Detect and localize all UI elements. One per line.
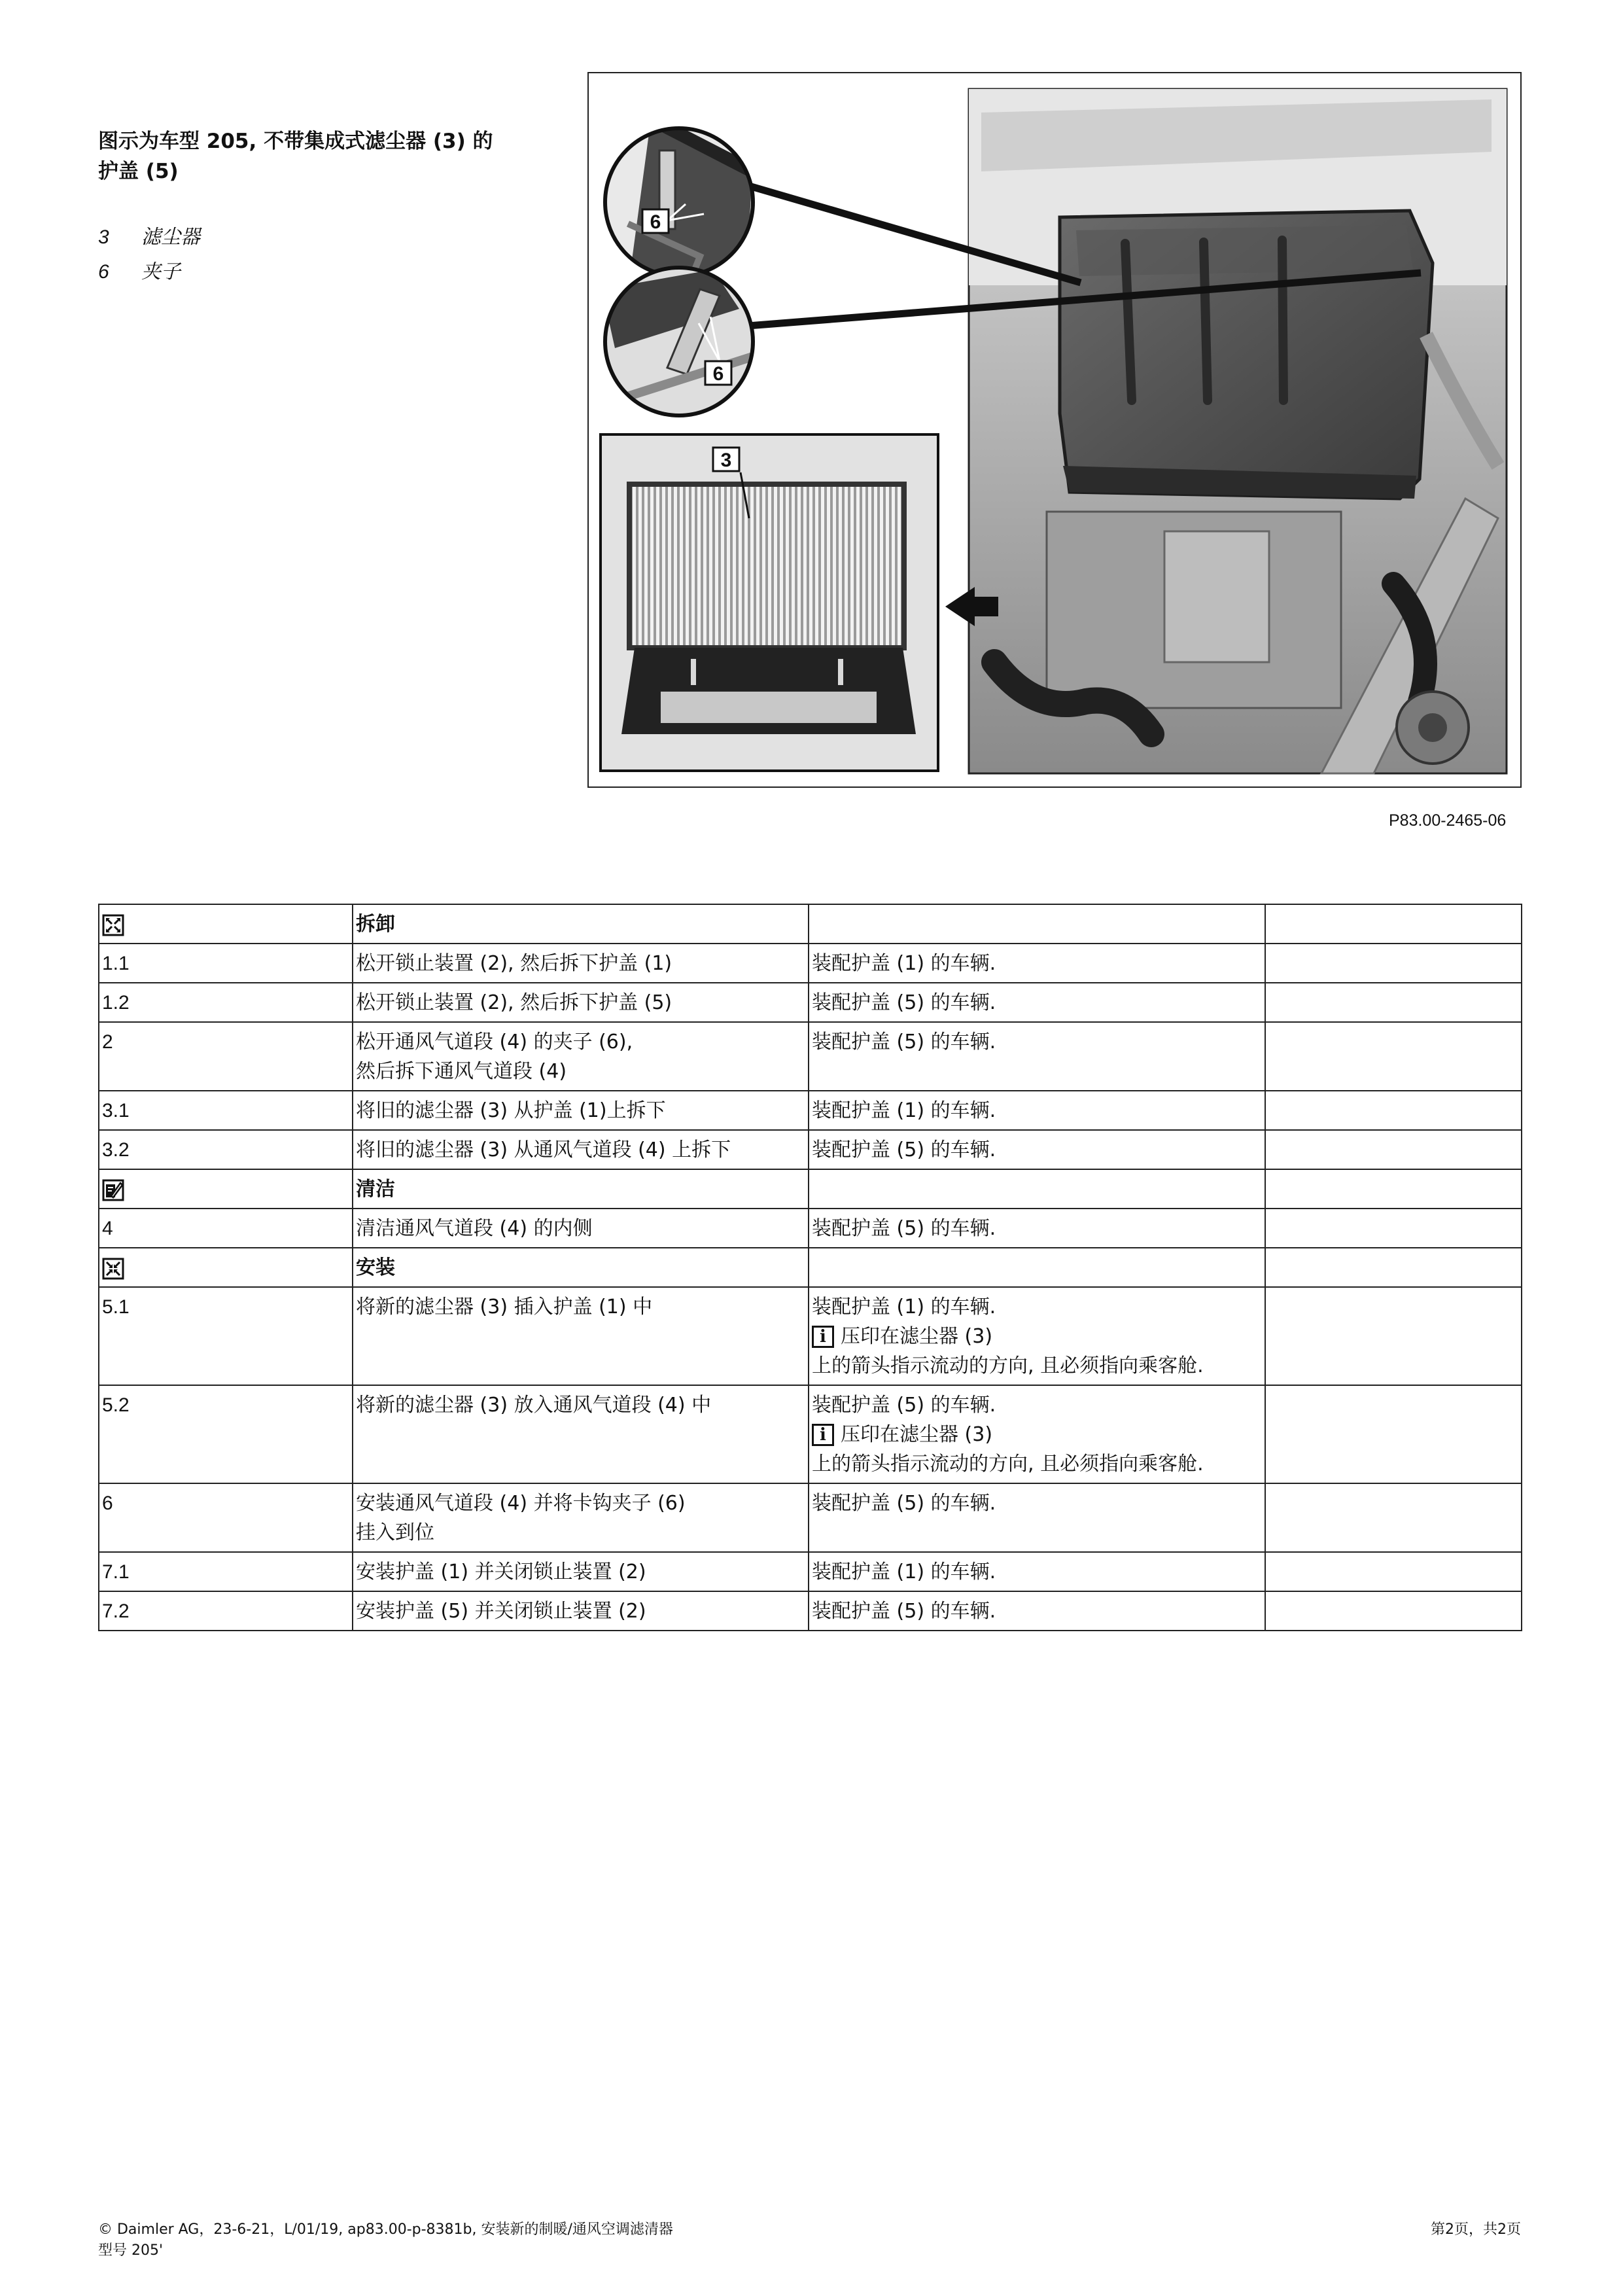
engine-bay-photo <box>969 89 1507 773</box>
step-number: 6 <box>99 1483 353 1552</box>
step-applicability: 装配护盖 (5) 的车辆. <box>809 983 1265 1022</box>
figure-reference-number: P83.00-2465-06 <box>1389 811 1507 830</box>
step-number: 1.1 <box>99 944 353 983</box>
step-applicability: 装配护盖 (1) 的车辆. <box>809 1552 1265 1591</box>
step-action-line: 挂入到位 <box>356 1521 434 1544</box>
step-applicability: 装配护盖 (5) 的车辆. <box>809 1209 1265 1248</box>
detail-view-clip-bottom <box>602 263 759 420</box>
table-row <box>99 1130 1522 1169</box>
callout-label-6-top: 6 <box>650 211 661 233</box>
table-row <box>99 1385 1522 1483</box>
cleaning-icon <box>102 1179 124 1201</box>
step-action: 安装护盖 (5) 并关闭锁止装置 (2) <box>353 1591 809 1631</box>
step-number: 3.1 <box>99 1091 353 1130</box>
info-note <box>812 1420 1262 1449</box>
removal-icon <box>102 914 124 936</box>
page-footer <box>98 2219 673 2261</box>
section-title: 安装 <box>353 1248 809 1287</box>
callout-label-3: 3 <box>720 450 732 471</box>
legend-number: 3 <box>98 226 109 248</box>
applicability-text: 装配护盖 (5) 的车辆. <box>812 1394 996 1417</box>
step-action: 将新的滤尘器 (3) 放入通风气道段 (4) 中 <box>353 1385 809 1483</box>
section-header-row <box>99 1169 1522 1209</box>
step-action-line: 安装通风气道段 (4) 并将卡钩夹子 (6) <box>356 1492 686 1515</box>
table-row <box>99 1022 1522 1091</box>
info-icon: i <box>812 1424 834 1446</box>
section-title: 清洁 <box>353 1169 809 1209</box>
legend-item <box>98 255 200 289</box>
step-action <box>353 1022 809 1091</box>
info-note <box>812 1322 1262 1351</box>
step-applicability <box>809 1287 1265 1385</box>
step-number: 5.2 <box>99 1385 353 1483</box>
step-number: 2 <box>99 1022 353 1091</box>
section-header-row <box>99 1248 1522 1287</box>
page-number: 第2页，共2页 <box>1431 2221 1521 2238</box>
step-action: 安装护盖 (1) 并关闭锁止装置 (2) <box>353 1552 809 1591</box>
engine-bay-illustration <box>589 73 1522 788</box>
step-applicability: 装配护盖 (5) 的车辆. <box>809 1591 1265 1631</box>
step-action: 松开锁止装置 (2), 然后拆下护盖 (1) <box>353 944 809 983</box>
section-icon-cell <box>99 1169 353 1209</box>
step-action: 松开锁止装置 (2), 然后拆下护盖 (5) <box>353 983 809 1022</box>
applicability-text: 装配护盖 (1) 的车辆. <box>812 1296 996 1318</box>
footer-model: 型号 205' <box>98 2242 164 2259</box>
section-icon-cell <box>99 1248 353 1287</box>
table-row <box>99 1091 1522 1130</box>
step-number: 1.2 <box>99 983 353 1022</box>
info-note-text: 压印在滤尘器 (3) <box>841 1325 993 1348</box>
section-title: 拆卸 <box>353 904 809 944</box>
callout-label-6-bottom: 6 <box>712 363 724 385</box>
detail-view-clip-top <box>602 119 759 289</box>
section-header-row <box>99 904 1522 944</box>
table-row <box>99 1591 1522 1631</box>
table-row <box>99 1483 1522 1552</box>
step-action-line: 松开通风气道段 (4) 的夹子 (6), <box>356 1031 633 1053</box>
table-row <box>99 1209 1522 1248</box>
step-action <box>353 1483 809 1552</box>
step-applicability: 装配护盖 (5) 的车辆. <box>809 1130 1265 1169</box>
step-action: 将旧的滤尘器 (3) 从护盖 (1)上拆下 <box>353 1091 809 1130</box>
footer-copyright: © Daimler AG，23-6-21，L/01/19, ap83.00-p-8381b, 安装新的制暖/通风空调滤清器 <box>98 2221 673 2238</box>
figure-illustration <box>587 72 1522 788</box>
figure-legend <box>98 220 200 289</box>
info-note-text: 上的箭头指示流动的方向, 且必须指向乘客舱. <box>812 1453 1204 1475</box>
procedure-table <box>98 904 1522 1631</box>
table-row <box>99 983 1522 1022</box>
step-applicability: 装配护盖 (1) 的车辆. <box>809 944 1265 983</box>
step-number: 3.2 <box>99 1130 353 1169</box>
step-action: 将旧的滤尘器 (3) 从通风气道段 (4) 上拆下 <box>353 1130 809 1169</box>
step-applicability: 装配护盖 (5) 的车辆. <box>809 1022 1265 1091</box>
legend-item <box>98 220 200 255</box>
step-number: 4 <box>99 1209 353 1248</box>
step-applicability <box>809 1385 1265 1483</box>
dust-filter-inset <box>601 434 938 771</box>
table-row <box>99 944 1522 983</box>
step-number: 5.1 <box>99 1287 353 1385</box>
step-action-line: 然后拆下通风气道段 (4) <box>356 1060 567 1083</box>
info-note-text: 压印在滤尘器 (3) <box>841 1423 993 1446</box>
step-action: 将新的滤尘器 (3) 插入护盖 (1) 中 <box>353 1287 809 1385</box>
step-number: 7.1 <box>99 1552 353 1591</box>
info-icon: i <box>812 1326 834 1348</box>
step-applicability: 装配护盖 (1) 的车辆. <box>809 1091 1265 1130</box>
table-row <box>99 1287 1522 1385</box>
info-note-text: 上的箭头指示流动的方向, 且必须指向乘客舱. <box>812 1354 1204 1377</box>
step-applicability: 装配护盖 (5) 的车辆. <box>809 1483 1265 1552</box>
legend-number: 6 <box>98 261 109 283</box>
step-action: 清洁通风气道段 (4) 的内侧 <box>353 1209 809 1248</box>
table-row <box>99 1552 1522 1591</box>
step-number: 7.2 <box>99 1591 353 1631</box>
installation-icon <box>102 1258 124 1280</box>
legend-text: 滤尘器 <box>141 226 200 249</box>
figure-caption-title: 图示为车型 205, 不带集成式滤尘器 (3) 的护盖 (5) <box>98 130 493 183</box>
section-icon-cell <box>99 904 353 944</box>
legend-text: 夹子 <box>141 260 181 283</box>
